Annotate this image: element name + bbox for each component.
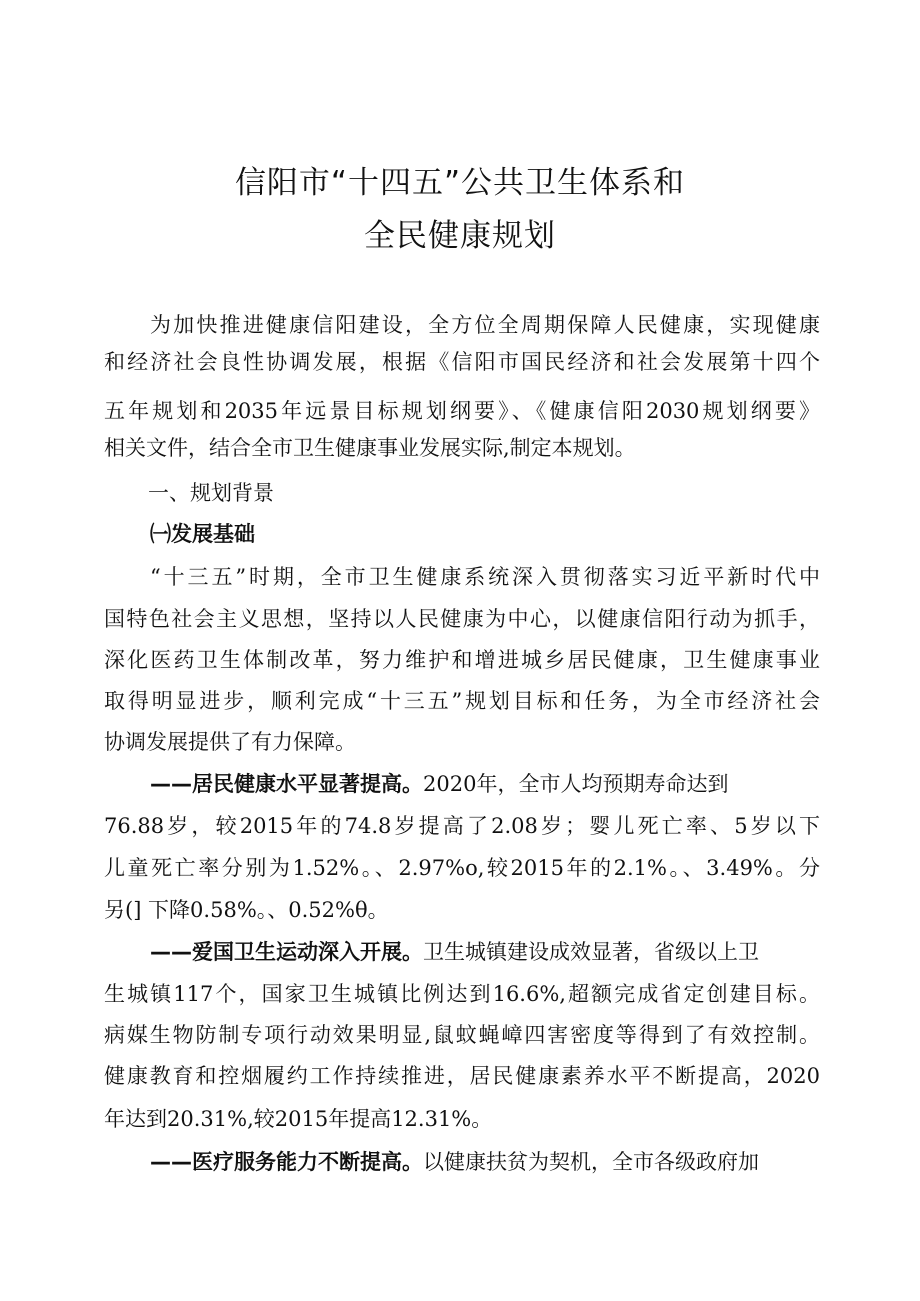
- health-line-3: 儿童死亡率分别为1.52%。、2.97%o,较2015年的2.1%。、3.49%。分: [104, 856, 820, 880]
- health-heading: ——居民健康水平显著提高。: [150, 772, 423, 796]
- medical-lead-text: 以健康扶贫为契机，全市各级政府加: [423, 1150, 759, 1174]
- patriotic-line-4: 健康教育和控烟履约工作持续推进，居民健康素养水平不断提高，2020: [104, 1064, 820, 1088]
- document-title-line-1: 信阳市“十四五”公共卫生体系和: [234, 165, 686, 201]
- base-line-1: “十三五”时期，全市卫生健康系统深入贯彻落实习近平新时代中: [150, 565, 820, 589]
- intro-line-2: 和经济社会良性协调发展，根据《信阳市国民经济和社会发展第十四个: [104, 350, 820, 374]
- base-line-2: 国特色社会主义思想，坚持以人民健康为中心，以健康信阳行动为抓手，: [104, 607, 820, 631]
- base-line-4: 取得明显进步，顺利完成“十三五”规划目标和任务，为全市经济社会: [104, 689, 820, 713]
- intro-line-4: 相关文件，结合全市卫生健康事业发展实际,制定本规划。: [104, 436, 636, 460]
- document-title-line-2: 全民健康规划: [364, 218, 556, 254]
- subsection-heading: ㈠发展基础: [150, 522, 255, 546]
- base-line-5: 协调发展提供了有力保障。: [104, 730, 356, 754]
- health-line-2: 76.88岁，较2015年的74.8岁提高了2.08岁；婴儿死亡率、5岁以下: [104, 814, 820, 838]
- section-heading: 一、规划背景: [148, 481, 274, 505]
- health-lead-text: 2020年，全市人均预期寿命达到: [423, 772, 729, 796]
- health-line-4: 另(] 下降0.58%。、0.52%θ。: [104, 898, 389, 922]
- medical-line-1: [150, 1146, 820, 1178]
- patriotic-lead-text: 卫生城镇建设成效显著，省级以上卫: [423, 940, 759, 964]
- medical-heading: ——医疗服务能力不断提高。: [150, 1150, 423, 1174]
- patriotic-line-1: [150, 936, 820, 968]
- health-line-1: [150, 768, 820, 800]
- patriotic-line-3: 病媒生物防制专项行动效果明显,鼠蚊蝇嶂四害密度等得到了有效控制。: [104, 1023, 820, 1047]
- intro-line-3: 五年规划和2035年远景目标规划纲要》、《健康信阳2030规划纲要》: [104, 399, 820, 423]
- patriotic-line-5: 年达到20.31%,较2015年提高12.31%。: [104, 1107, 493, 1131]
- patriotic-heading: ——爱国卫生运动深入开展。: [150, 940, 423, 964]
- base-line-3: 深化医药卫生体制改革，努力维护和增进城乡居民健康，卫生健康事业: [104, 648, 820, 672]
- intro-line-1: 为加快推进健康信阳建设，全方位全周期保障人民健康，实现健康: [150, 313, 820, 337]
- patriotic-line-2: 生城镇117个，国家卫生城镇比例达到16.6%,超额完成省定创建目标。: [104, 982, 820, 1006]
